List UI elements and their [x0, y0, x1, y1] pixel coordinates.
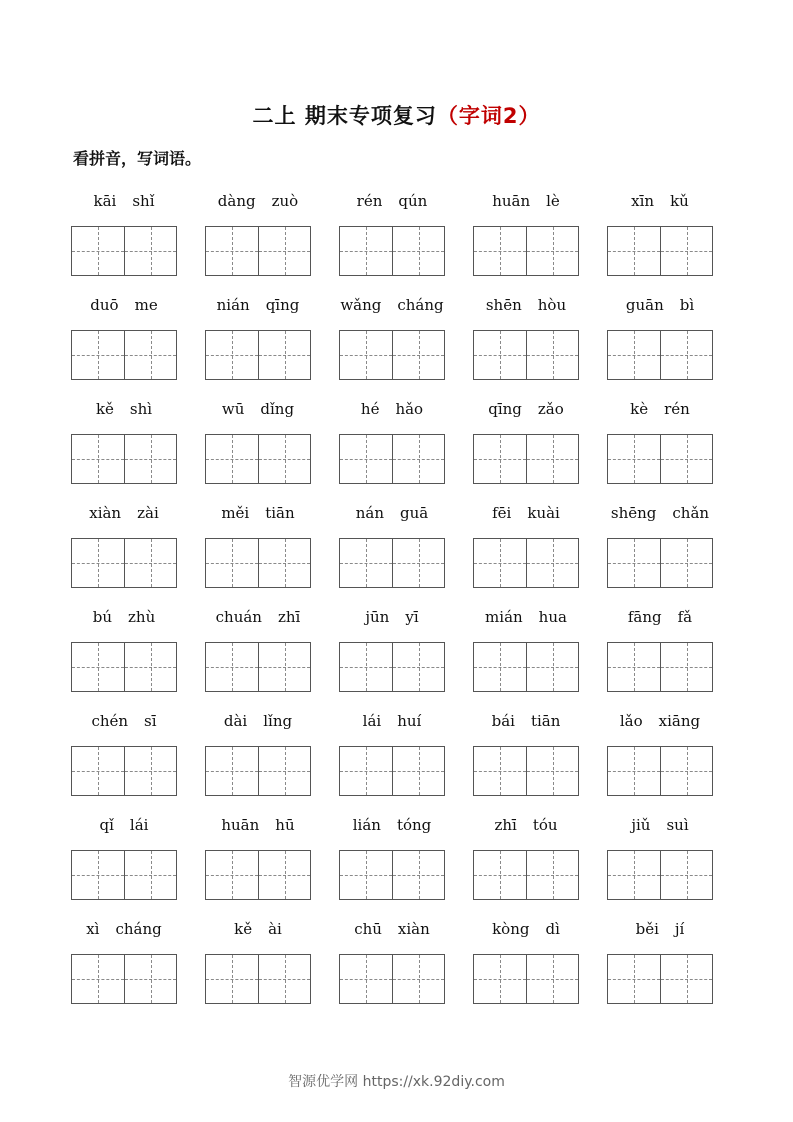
writing-boxes — [205, 226, 311, 276]
pinyin-syllable: qīng — [488, 400, 522, 418]
writing-box[interactable] — [340, 643, 392, 691]
pinyin-syllable: dàng — [217, 192, 256, 210]
pinyin-syllable: tóu — [532, 816, 558, 834]
writing-box[interactable] — [526, 851, 579, 899]
pinyin-syllable: zài — [137, 504, 159, 522]
pinyin — [205, 398, 311, 420]
pinyin — [205, 918, 311, 940]
pinyin-syllable: hòu — [537, 296, 567, 314]
pinyin-syllable: shǐ — [132, 192, 155, 210]
pinyin-syllable: kòng — [492, 920, 530, 938]
writing-boxes — [607, 330, 713, 380]
writing-box[interactable] — [526, 747, 579, 795]
footer-watermark: 智源优学网 https://xk.92diy.com — [288, 1074, 505, 1090]
pinyin — [339, 918, 445, 940]
writing-box[interactable] — [124, 747, 177, 795]
pinyin-syllable: me — [134, 296, 158, 314]
word-item — [71, 706, 177, 810]
writing-box[interactable] — [660, 331, 713, 379]
writing-boxes — [473, 642, 579, 692]
pinyin-syllable: hé — [360, 400, 380, 418]
writing-box[interactable] — [258, 331, 311, 379]
writing-box[interactable] — [124, 331, 177, 379]
pinyin-syllable: lián — [352, 816, 381, 834]
pinyin — [71, 398, 177, 420]
word-item — [339, 810, 445, 914]
pinyin — [339, 190, 445, 212]
writing-box[interactable] — [340, 747, 392, 795]
pinyin-syllable: dì — [545, 920, 560, 938]
writing-box[interactable] — [474, 435, 526, 483]
pinyin-syllable: cháng — [397, 296, 444, 314]
pinyin — [71, 502, 177, 524]
pinyin-syllable: lǎo — [619, 712, 643, 730]
writing-box[interactable] — [258, 539, 311, 587]
pinyin-syllable: chén — [91, 712, 129, 730]
pinyin-syllable: xiàn — [89, 504, 122, 522]
writing-box[interactable] — [340, 435, 392, 483]
pinyin-syllable: tiān — [530, 712, 561, 730]
pinyin — [205, 502, 311, 524]
pinyin-syllable: kě — [234, 920, 253, 938]
pinyin-syllable: xiàn — [397, 920, 430, 938]
pinyin — [607, 398, 713, 420]
writing-box[interactable] — [340, 955, 392, 1003]
writing-box[interactable] — [660, 955, 713, 1003]
pinyin-syllable: qún — [398, 192, 428, 210]
word-item — [607, 186, 713, 290]
pinyin — [339, 398, 445, 420]
pinyin-syllable: zuò — [271, 192, 299, 210]
pinyin-syllable: zhù — [128, 608, 156, 626]
word-item — [607, 706, 713, 810]
pinyin — [205, 710, 311, 732]
writing-box[interactable] — [474, 955, 526, 1003]
writing-box[interactable] — [258, 227, 311, 275]
pinyin-syllable: dài — [223, 712, 248, 730]
writing-boxes — [607, 226, 713, 276]
word-item — [339, 602, 445, 706]
writing-box[interactable] — [660, 227, 713, 275]
word-item — [205, 498, 311, 602]
writing-box[interactable] — [72, 331, 124, 379]
pinyin-syllable: wǎng — [340, 296, 382, 314]
pinyin-syllable: lái — [362, 712, 382, 730]
writing-boxes — [71, 642, 177, 692]
writing-boxes — [205, 538, 311, 588]
writing-box[interactable] — [526, 643, 579, 691]
writing-boxes — [339, 434, 445, 484]
writing-boxes — [71, 954, 177, 1004]
writing-box[interactable] — [608, 747, 660, 795]
word-item — [205, 186, 311, 290]
pinyin-syllable: zhī — [494, 816, 517, 834]
pinyin-syllable: huí — [397, 712, 422, 730]
writing-boxes — [607, 850, 713, 900]
pinyin-syllable: kě — [95, 400, 114, 418]
writing-box[interactable] — [526, 955, 579, 1003]
pinyin-syllable: jí — [674, 920, 685, 938]
pinyin — [607, 710, 713, 732]
pinyin-syllable: jiǔ — [631, 816, 651, 834]
writing-box[interactable] — [608, 955, 660, 1003]
word-item — [71, 394, 177, 498]
pinyin-syllable: rén — [664, 400, 690, 418]
writing-box[interactable] — [392, 747, 445, 795]
writing-boxes — [71, 850, 177, 900]
word-grid — [71, 186, 713, 1018]
pinyin — [473, 918, 579, 940]
pinyin-syllable: hū — [275, 816, 295, 834]
pinyin-syllable: xì — [86, 920, 100, 938]
writing-boxes — [205, 746, 311, 796]
writing-box[interactable] — [258, 955, 311, 1003]
pinyin-syllable: dǐng — [260, 400, 295, 418]
pinyin — [473, 814, 579, 836]
writing-box[interactable] — [72, 643, 124, 691]
writing-box[interactable] — [474, 851, 526, 899]
writing-boxes — [205, 434, 311, 484]
word-item — [607, 914, 713, 1018]
pinyin-syllable: fēi — [492, 504, 512, 522]
pinyin-syllable: bái — [491, 712, 515, 730]
writing-box[interactable] — [392, 851, 445, 899]
writing-boxes — [607, 954, 713, 1004]
writing-box[interactable] — [72, 955, 124, 1003]
writing-box[interactable] — [258, 747, 311, 795]
writing-box[interactable] — [72, 747, 124, 795]
pinyin-syllable: nián — [216, 296, 250, 314]
writing-box[interactable] — [608, 851, 660, 899]
writing-boxes — [339, 850, 445, 900]
writing-box[interactable] — [660, 851, 713, 899]
writing-boxes — [473, 434, 579, 484]
word-item — [339, 706, 445, 810]
writing-boxes — [607, 538, 713, 588]
pinyin — [339, 606, 445, 628]
word-item — [607, 810, 713, 914]
word-item — [607, 602, 713, 706]
writing-boxes — [607, 746, 713, 796]
pinyin-syllable: lái — [129, 816, 149, 834]
pinyin-syllable: fāng — [627, 608, 662, 626]
writing-box[interactable] — [206, 643, 258, 691]
writing-box[interactable] — [660, 539, 713, 587]
writing-box[interactable] — [340, 539, 392, 587]
pinyin-syllable: qǐ — [99, 816, 114, 834]
pinyin — [71, 918, 177, 940]
pinyin-syllable: huān — [221, 816, 260, 834]
word-item — [473, 914, 579, 1018]
word-item — [473, 810, 579, 914]
pinyin-syllable: hua — [538, 608, 567, 626]
writing-boxes — [607, 434, 713, 484]
word-item — [473, 498, 579, 602]
writing-boxes — [473, 850, 579, 900]
pinyin-syllable: kè — [630, 400, 649, 418]
writing-box[interactable] — [340, 851, 392, 899]
pinyin — [71, 710, 177, 732]
writing-boxes — [71, 746, 177, 796]
writing-box[interactable] — [392, 955, 445, 1003]
writing-box[interactable] — [608, 643, 660, 691]
pinyin-syllable: xīn — [631, 192, 655, 210]
writing-boxes — [339, 538, 445, 588]
writing-box[interactable] — [206, 747, 258, 795]
pinyin-syllable: sī — [144, 712, 157, 730]
writing-box[interactable] — [474, 539, 526, 587]
pinyin-syllable: bú — [92, 608, 113, 626]
writing-box[interactable] — [392, 227, 445, 275]
pinyin — [71, 606, 177, 628]
writing-box[interactable] — [258, 435, 311, 483]
writing-boxes — [339, 954, 445, 1004]
writing-box[interactable] — [340, 227, 392, 275]
writing-box[interactable] — [340, 331, 392, 379]
pinyin-syllable: cháng — [115, 920, 162, 938]
writing-box[interactable] — [72, 539, 124, 587]
writing-boxes — [339, 642, 445, 692]
writing-box[interactable] — [392, 435, 445, 483]
word-item — [473, 394, 579, 498]
word-item — [607, 498, 713, 602]
pinyin-syllable: shì — [129, 400, 153, 418]
writing-box[interactable] — [206, 435, 258, 483]
pinyin-syllable: lǐng — [263, 712, 293, 730]
writing-box[interactable] — [392, 539, 445, 587]
writing-box[interactable] — [206, 955, 258, 1003]
word-item — [339, 186, 445, 290]
pinyin-syllable: hǎo — [395, 400, 424, 418]
writing-box[interactable] — [474, 227, 526, 275]
pinyin-syllable: zhī — [277, 608, 301, 626]
writing-boxes — [205, 850, 311, 900]
word-item — [71, 602, 177, 706]
word-item — [205, 914, 311, 1018]
writing-box[interactable] — [608, 331, 660, 379]
writing-box[interactable] — [526, 331, 579, 379]
pinyin — [205, 814, 311, 836]
word-item — [473, 602, 579, 706]
pinyin — [339, 502, 445, 524]
writing-boxes — [473, 954, 579, 1004]
writing-boxes — [473, 226, 579, 276]
pinyin — [607, 918, 713, 940]
writing-box[interactable] — [206, 227, 258, 275]
pinyin — [205, 606, 311, 628]
pinyin — [71, 814, 177, 836]
writing-boxes — [71, 330, 177, 380]
pinyin-syllable: kǔ — [670, 192, 689, 210]
word-item — [71, 914, 177, 1018]
word-item — [607, 290, 713, 394]
pinyin-syllable: duō — [90, 296, 119, 314]
pinyin-syllable: kuài — [527, 504, 560, 522]
writing-box[interactable] — [124, 643, 177, 691]
word-item — [205, 394, 311, 498]
writing-boxes — [473, 330, 579, 380]
pinyin-syllable: lè — [546, 192, 560, 210]
pinyin — [339, 294, 445, 316]
writing-box[interactable] — [474, 331, 526, 379]
writing-box[interactable] — [660, 747, 713, 795]
writing-box[interactable] — [124, 955, 177, 1003]
writing-box[interactable] — [474, 643, 526, 691]
writing-box[interactable] — [392, 643, 445, 691]
pinyin-syllable: wū — [221, 400, 245, 418]
pinyin-syllable: chū — [354, 920, 382, 938]
pinyin-syllable: běi — [635, 920, 659, 938]
word-item — [205, 810, 311, 914]
pinyin — [607, 606, 713, 628]
word-item — [339, 394, 445, 498]
pinyin-syllable: jūn — [365, 608, 390, 626]
pinyin-syllable: tiān — [265, 504, 295, 522]
writing-box[interactable] — [206, 539, 258, 587]
pinyin-syllable: kāi — [93, 192, 117, 210]
writing-box[interactable] — [526, 539, 579, 587]
writing-boxes — [71, 538, 177, 588]
pinyin — [473, 190, 579, 212]
pinyin-syllable: guān — [625, 296, 664, 314]
writing-boxes — [339, 226, 445, 276]
pinyin — [473, 398, 579, 420]
word-item — [607, 394, 713, 498]
instruction: 看拼音，写词语。 — [73, 149, 202, 168]
writing-boxes — [205, 954, 311, 1004]
pinyin — [339, 710, 445, 732]
writing-boxes — [205, 330, 311, 380]
writing-boxes — [473, 538, 579, 588]
pinyin-syllable: qīng — [265, 296, 300, 314]
pinyin-syllable: ài — [268, 920, 282, 938]
title-sub: （字词2） — [436, 104, 541, 128]
pinyin-syllable: mián — [485, 608, 523, 626]
pinyin-syllable: bì — [679, 296, 695, 314]
writing-boxes — [71, 434, 177, 484]
pinyin-syllable: yī — [405, 608, 419, 626]
writing-boxes — [607, 642, 713, 692]
word-item — [71, 290, 177, 394]
pinyin — [473, 710, 579, 732]
writing-box[interactable] — [206, 331, 258, 379]
pinyin-syllable: xiāng — [658, 712, 701, 730]
word-item — [71, 810, 177, 914]
pinyin — [473, 502, 579, 524]
writing-box[interactable] — [608, 539, 660, 587]
pinyin-syllable: nán — [355, 504, 385, 522]
word-item — [473, 186, 579, 290]
writing-box[interactable] — [258, 851, 311, 899]
word-item — [205, 706, 311, 810]
writing-box[interactable] — [124, 227, 177, 275]
pinyin-syllable: zǎo — [537, 400, 564, 418]
writing-boxes — [339, 746, 445, 796]
word-item — [473, 290, 579, 394]
pinyin-syllable: huān — [492, 192, 531, 210]
writing-box[interactable] — [206, 851, 258, 899]
pinyin-syllable: měi — [221, 504, 250, 522]
word-item — [473, 706, 579, 810]
writing-boxes — [71, 226, 177, 276]
writing-box[interactable] — [72, 227, 124, 275]
writing-box[interactable] — [72, 435, 124, 483]
writing-boxes — [339, 330, 445, 380]
pinyin — [205, 294, 311, 316]
word-item — [205, 602, 311, 706]
pinyin — [71, 294, 177, 316]
writing-box[interactable] — [660, 435, 713, 483]
pinyin-syllable: tóng — [396, 816, 432, 834]
writing-box[interactable] — [258, 643, 311, 691]
writing-box[interactable] — [526, 435, 579, 483]
pinyin — [205, 190, 311, 212]
writing-box[interactable] — [124, 851, 177, 899]
pinyin-syllable: chuán — [215, 608, 262, 626]
pinyin — [607, 502, 713, 524]
writing-box[interactable] — [474, 747, 526, 795]
pinyin — [473, 294, 579, 316]
pinyin — [607, 294, 713, 316]
title-main: 二上 期末专项复习 — [252, 104, 437, 128]
writing-box[interactable] — [392, 331, 445, 379]
pinyin — [607, 190, 713, 212]
writing-box[interactable] — [660, 643, 713, 691]
writing-box[interactable] — [124, 435, 177, 483]
pinyin-syllable: shēn — [485, 296, 522, 314]
pinyin-syllable: rén — [356, 192, 383, 210]
writing-boxes — [473, 746, 579, 796]
word-item — [205, 290, 311, 394]
word-item — [71, 498, 177, 602]
pinyin-syllable: chǎn — [672, 504, 710, 522]
pinyin-syllable: shēng — [610, 504, 657, 522]
writing-box[interactable] — [72, 851, 124, 899]
page-title — [0, 100, 793, 130]
writing-box[interactable] — [608, 435, 660, 483]
word-item — [339, 914, 445, 1018]
writing-box[interactable] — [526, 227, 579, 275]
word-item — [339, 290, 445, 394]
pinyin — [339, 814, 445, 836]
pinyin-syllable: suì — [666, 816, 689, 834]
pinyin-syllable: guā — [400, 504, 429, 522]
pinyin-syllable: fǎ — [677, 608, 693, 626]
pinyin — [607, 814, 713, 836]
writing-box[interactable] — [608, 227, 660, 275]
word-item — [71, 186, 177, 290]
pinyin — [473, 606, 579, 628]
word-item — [339, 498, 445, 602]
pinyin — [71, 190, 177, 212]
writing-boxes — [205, 642, 311, 692]
writing-box[interactable] — [124, 539, 177, 587]
